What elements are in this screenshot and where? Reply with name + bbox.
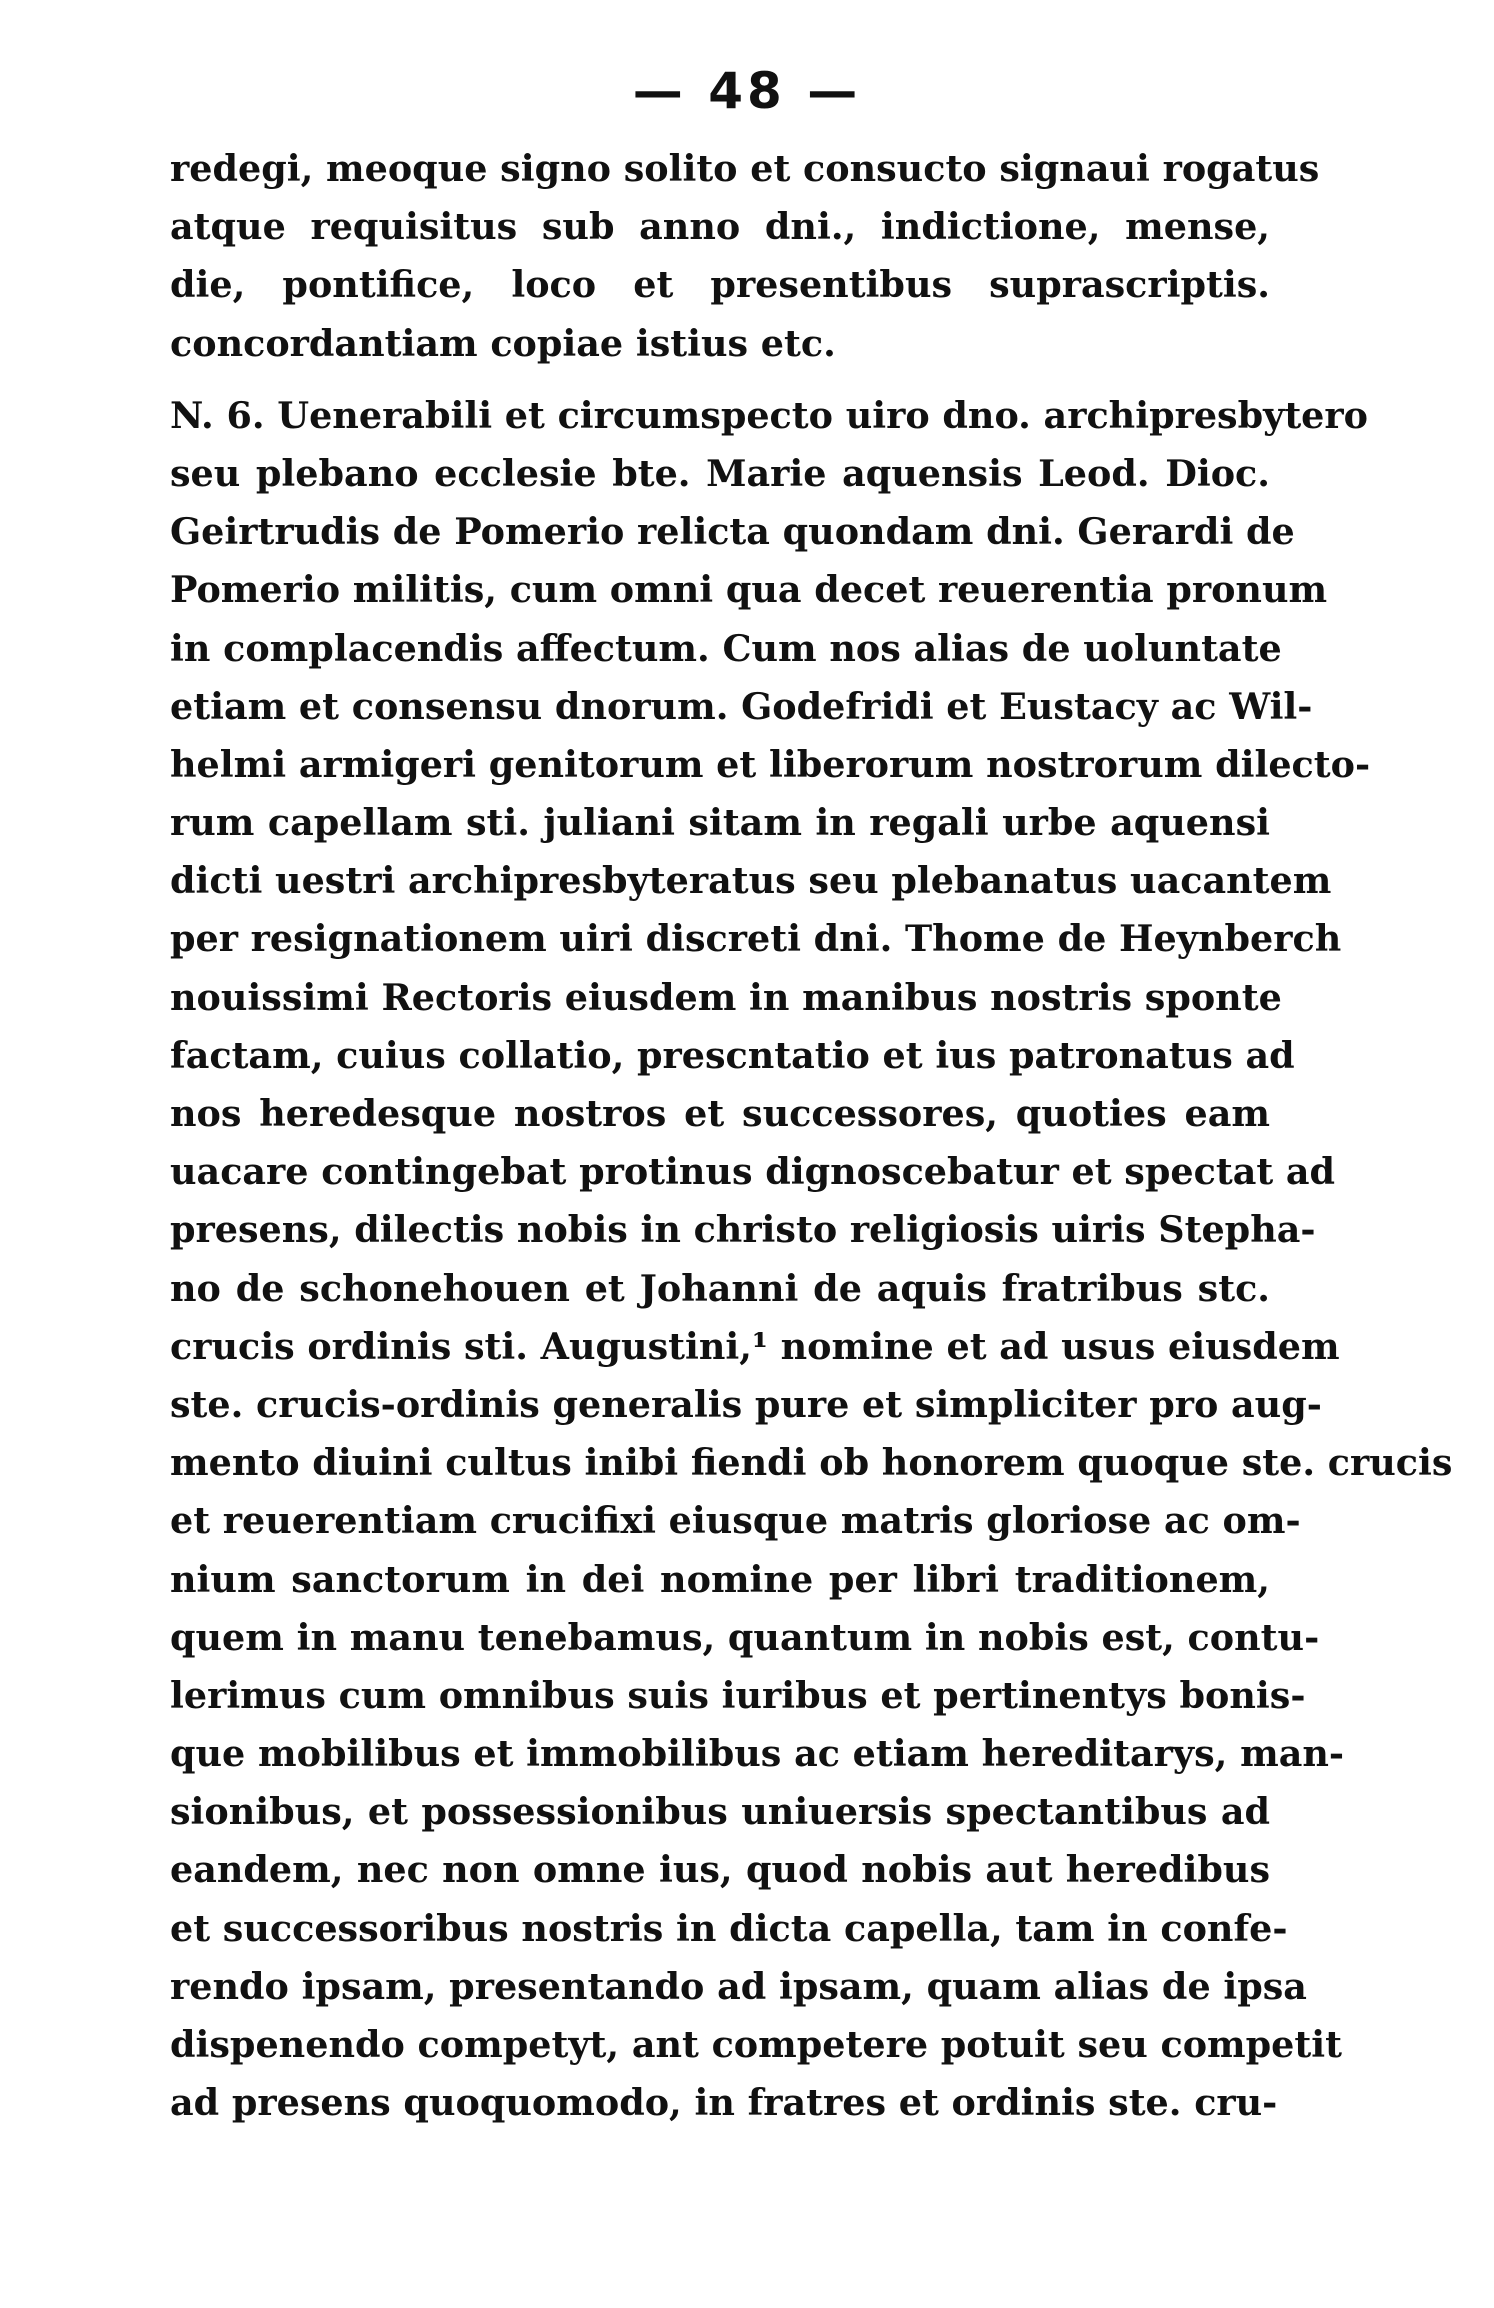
text-line: que mobilibus et immobilibus ac etiam hereditarys, man- [170,1732,1345,1776]
text-line: ad presens quoquomodo, in fratres et ordinis ste. cru- [170,2081,1278,2125]
text-line: in complacendis affectum. Cum nos alias de uoluntate [170,626,1282,670]
text-line: factam, cuius collatio, prescntatio et ius patronatus ad [170,1033,1295,1077]
text-line: nium sanctorum in dei nomine per libri traditionem, [170,1557,1270,1601]
text-line: ste. crucis-ordinis generalis pure et simpliciter pro aug- [170,1382,1322,1426]
text-line: Pomerio militis, cum omni qua decet reuerentia pronum [170,568,1328,612]
text-line: quem in manu tenebamus, quantum in nobis est, contu- [170,1615,1320,1659]
text-line: N. 6. Uenerabili et circumspecto uiro dno. archipresbytero [170,393,1368,437]
text-line: et reuerentiam crucifixi eiusque matris gloriose ac om- [170,1499,1301,1543]
body-text [170,140,1453,2132]
text-line: et successoribus nostris in dicta capella, tam in confe- [170,1906,1288,1950]
text-line: sionibus, et possessionibus uniuersis spectantibus ad [170,1790,1270,1834]
text-line: seu plebano ecclesie bte. Marie aquensis Leod. Dioc. [170,451,1270,495]
text-line: mento diuini cultus inibi fiendi ob honorem quoque ste. crucis [170,1441,1453,1485]
text-line: nouissimi Rectoris eiusdem in manibus nostris sponte [170,975,1282,1019]
text-line: eandem, nec non omne ius, quod nobis aut heredibus [170,1848,1270,1892]
text-line: crucis ordinis sti. Augustini,¹ nomine et ad usus eiusdem [170,1324,1340,1368]
text-line: dicti uestri archipresbyteratus seu plebanatus uacantem [170,859,1332,903]
text-line: no de schonehouen et Johanni de aquis fratribus stc. [170,1266,1270,1310]
text-line: per resignationem uiri discreti dni. Thome de Heynberch [170,917,1342,961]
text-line: die, pontifice, loco et presentibus suprascriptis. [170,263,1270,307]
text-line: lerimus cum omnibus suis iuribus et pertinentys bonis- [170,1673,1306,1717]
text-line: nos heredesque nostros et successores, quoties eam [170,1092,1270,1135]
text-line: concordantiam copiae istius etc. [170,321,836,365]
page-number: — 48 — [632,62,862,120]
text-line: rendo ipsam, presentando ad ipsam, quam alias de ipsa [170,1964,1307,2008]
text-line: dispenendo competyt, ant competere potuit seu competit [170,2023,1342,2066]
text-line: redegi, meoque signo solito et consucto signaui rogatus [170,147,1320,190]
text-line: atque requisitus sub anno dni., indictione, mense, [170,205,1270,249]
text-line: uacare contingebat protinus dignoscebatur et spectat ad [170,1150,1336,1194]
text-line: rum capellam sti. juliani sitam in regali urbe aquensi [170,801,1270,845]
text-line: helmi armigeri genitorum et liberorum nostrorum dilecto- [170,742,1371,786]
text-line: presens, dilectis nobis in christo religiosis uiris Stepha- [170,1208,1316,1252]
text-line: etiam et consensu dnorum. Godefridi et Eustacy ac Wil- [170,684,1313,728]
text-line: Geirtrudis de Pomerio relicta quondam dni. Gerardi de [170,510,1295,554]
